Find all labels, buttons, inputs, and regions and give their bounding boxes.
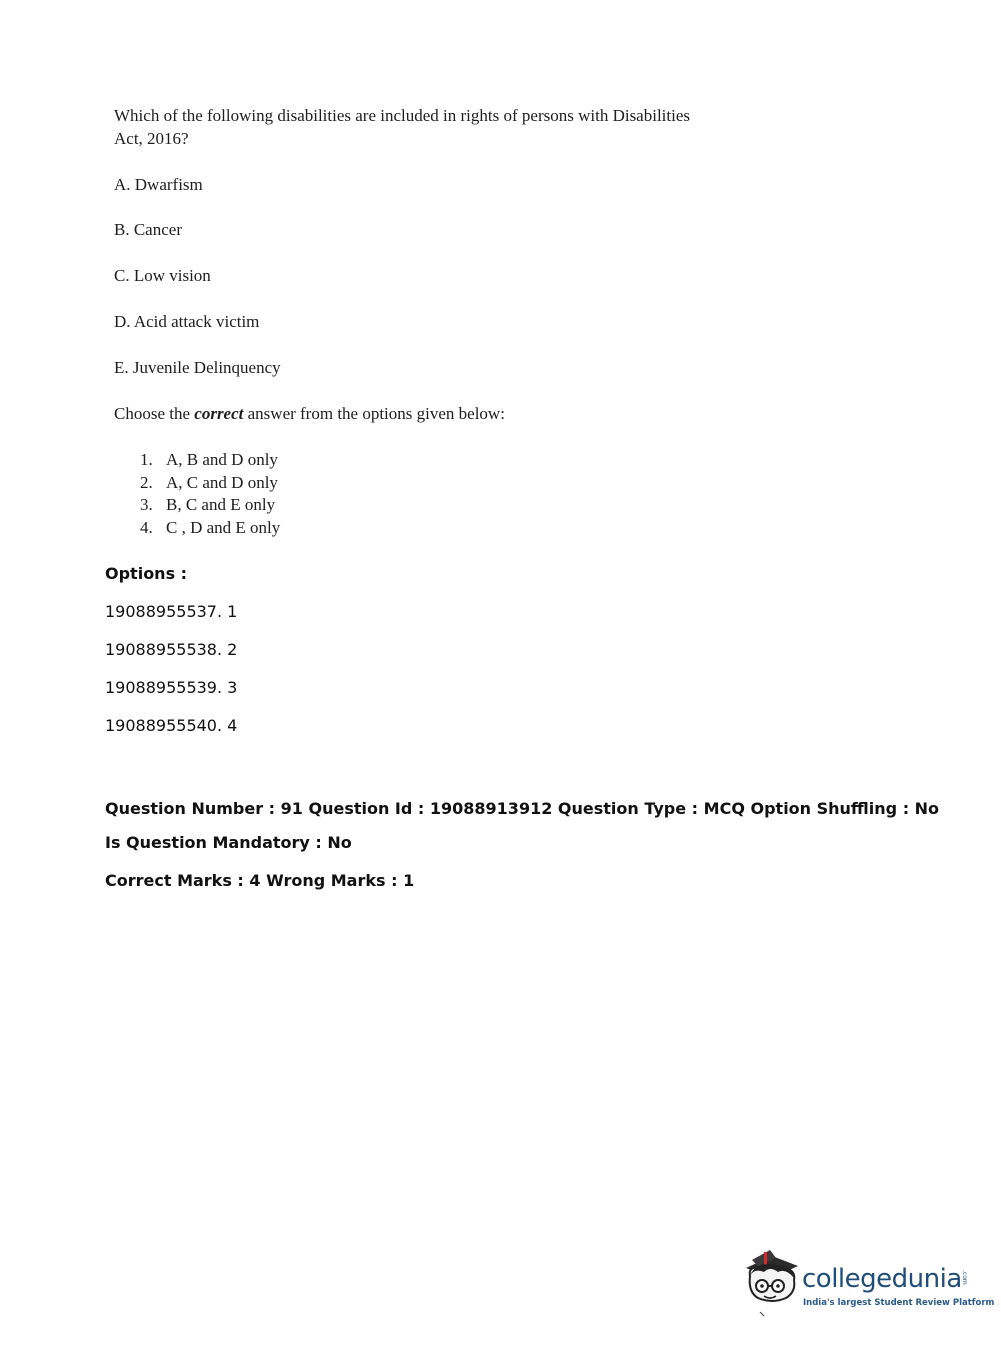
answer-choice [140,449,280,472]
answer-choice [140,494,280,517]
question-line-1: Which of the following disabilities are included in rights of persons with Disabilities [114,106,691,125]
statement-c: C. Low vision [114,266,211,285]
answer-choice-number: 1. [140,450,153,469]
logo-brand: collegedunia [802,1264,962,1294]
answer-choice-text: C , D and E only [166,518,281,538]
collegedunia-logo [740,1246,995,1322]
answer-choice-number: 3. [140,495,153,515]
answer-choice-list [140,449,280,540]
question-marks-line: Correct Marks : 4 Wrong Marks : 1 [105,871,415,890]
question-text [114,104,754,150]
statement-e: E. Juvenile Delinquency [114,358,281,377]
answer-choice [140,517,280,540]
question-line-2: Act, 2016? [114,129,189,148]
choose-suffix: answer from the options given below: [243,404,505,423]
choose-instruction [114,403,505,425]
option-item: 19088955537. 1 [105,602,238,621]
statement-b: B. Cancer [114,220,182,239]
answer-choice [140,472,280,495]
option-item: 19088955539. 3 [105,678,238,697]
mascot-icon [740,1246,804,1322]
question-mandatory-line: Is Question Mandatory : No [105,833,352,852]
answer-choice-text: A, C and D only [166,472,278,492]
answer-choice-number: 4. [140,518,153,538]
answer-choice-text: B, C and E only [166,495,276,515]
answer-choice-number: 2. [140,472,153,492]
choose-prefix: Choose the [114,404,195,423]
statement-d: D. Acid attack victim [114,312,260,331]
statement-a: A. Dwarfism [114,175,203,194]
question-meta-line: Question Number : 91 Question Id : 19088913912 Question Type : MCQ Option Shuffling : No [105,799,940,818]
options-heading: Options : [105,564,188,583]
choose-emphasis: correct [194,404,244,423]
option-item: 19088955540. 4 [105,716,238,735]
option-item: 19088955538. 2 [105,640,238,659]
logo-tagline: India's largest Student Review Platform [803,1298,995,1308]
logo-com: .com [961,1270,968,1285]
answer-choice-text: A, B and D only [166,450,278,469]
